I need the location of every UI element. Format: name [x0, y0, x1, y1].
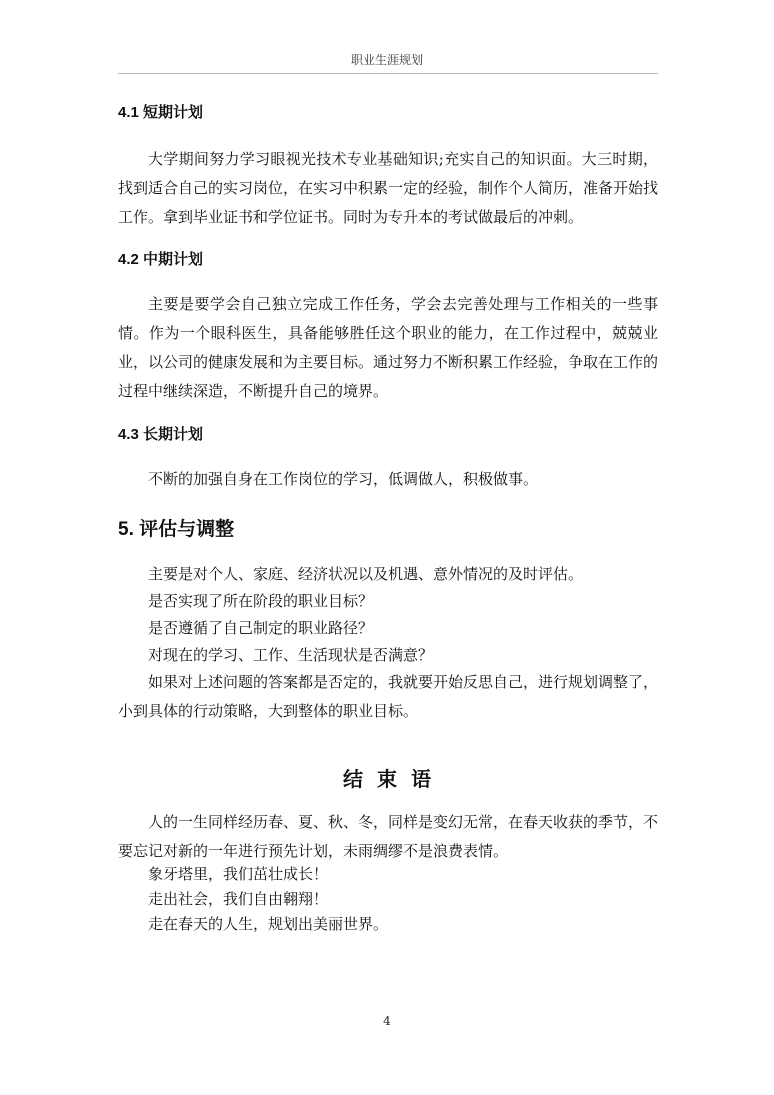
evaluation-line: 是否实现了所在阶段的职业目标？: [148, 592, 374, 610]
paragraph-5-closing: 如果对上述问题的答案都是否定的，我就要开始反思自己，进行规划调整了，小到具体的行动策略，大到整体的职业目标。: [118, 673, 659, 720]
conclusion-line: 象牙塔里，我们茁壮成长！: [148, 865, 329, 883]
heading-5: 5. 评估与调整: [118, 519, 235, 540]
conclusion-line: 走在春天的人生，规划出美丽世界。: [148, 915, 389, 933]
heading-4-1: 4.1 短期计划: [118, 104, 204, 121]
running-header: 职业生涯规划: [350, 53, 423, 67]
paragraph-4-1: 大学期间努力学习眼视光技术专业基础知识;充实自己的知识面。大三时期，找到适合自己的实习岗位，在实习中积累一定的经验，制作个人简历，准备开始找工作。拿到毕业证书和学位证书。同时为专升本的考试做最后的冲刺。: [118, 150, 659, 226]
evaluation-line: 是否遵循了自己制定的职业路径？: [148, 619, 374, 637]
paragraph-4-3: 不断的加强自身在工作岗位的学习，低调做人，积极做事。: [148, 470, 539, 488]
heading-4-2: 4.2 中期计划: [118, 251, 204, 268]
evaluation-line: 主要是对个人、家庭、经济状况以及机遇、意外情况的及时评估。: [148, 565, 584, 583]
page-number: 4: [383, 1014, 391, 1028]
header-divider: [118, 73, 658, 74]
heading-4-3: 4.3 长期计划: [118, 426, 204, 443]
paragraph-4-2: 主要是要学会自己独立完成工作任务，学会去完善处理与工作相关的一些事情。作为一个眼科医生，具备能够胜任这个职业的能力，在工作过程中，兢兢业业，以公司的健康发展和为主要目标。通过努力不断积累工作经验，争取在工作的过程中继续深造，不断提升自己的境界。: [118, 295, 659, 400]
conclusion-title: 结束语: [343, 769, 445, 791]
evaluation-line: 对现在的学习、工作、生活现状是否满意？: [148, 646, 434, 664]
conclusion-paragraph: 人的一生同样经历春、夏、秋、冬，同样是变幻无常，在春天收获的季节，不要忘记对新的一年进行预先计划，未雨绸缪不是浪费表情。: [118, 813, 659, 860]
conclusion-line: 走出社会，我们自由翱翔！: [148, 890, 329, 908]
